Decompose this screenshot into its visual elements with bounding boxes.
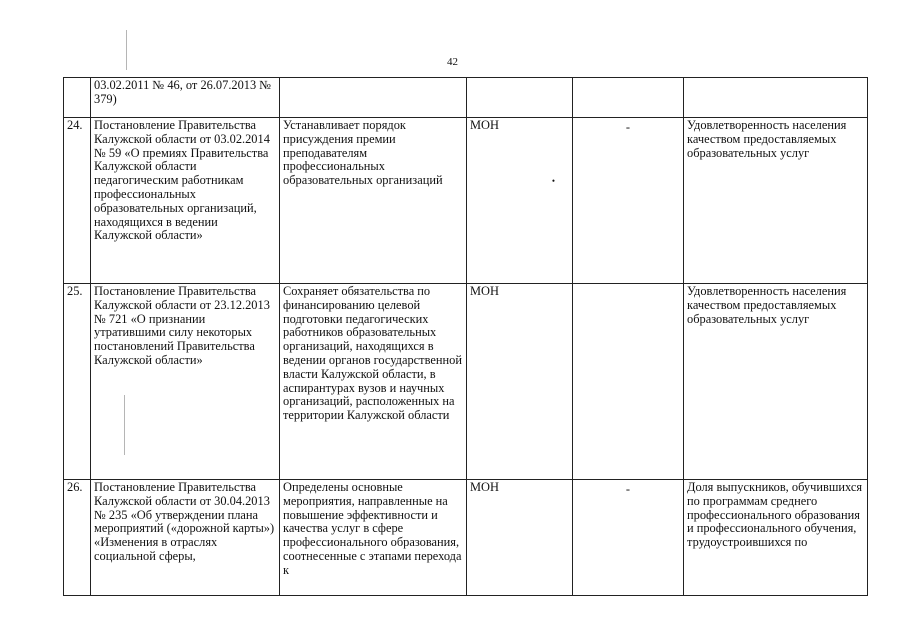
act-cell: Постановление Правительства Калужской области от 03.02.2014 № 59 «О премиях Правительства Калужской области педагогическим работникам профессиональных образовательных организаций, находящихся в ведении Калужской области»	[91, 118, 280, 284]
indicator-cell: Доля выпускников, обучившихся по программам среднего профессионального образования и профессионального обучения, трудоустроившихся по	[684, 480, 868, 596]
indicator-cell: Удовлетворенность населения качеством предоставляемых образовательных услуг	[684, 118, 868, 284]
act-cell: 03.02.2011 № 46, от 26.07.2013 № 379)	[91, 78, 280, 118]
table-row	[64, 78, 868, 118]
indicator-cell: Удовлетворенность населения качеством предоставляемых образовательных услуг	[684, 284, 868, 480]
description-cell	[280, 78, 467, 118]
description-cell: Устанавливает порядок присуждения премии преподавателям профессиональных образовательных организаций	[280, 118, 467, 284]
mark-cell	[573, 118, 684, 284]
table-row	[64, 480, 868, 596]
mark-cell	[573, 284, 684, 480]
organization-cell	[467, 78, 573, 118]
scan-mark-top	[126, 30, 127, 70]
stray-dot: •	[551, 175, 555, 186]
row-number: 25.	[64, 284, 91, 480]
organization-cell	[467, 118, 573, 284]
page-number: 42	[447, 56, 458, 68]
dash-mark: -	[625, 120, 631, 134]
mark-cell	[573, 78, 684, 118]
dash-mark: -	[625, 482, 631, 496]
table-row	[64, 284, 868, 480]
table-row	[64, 118, 868, 284]
regulations-table	[63, 77, 868, 596]
description-cell: Определены основные мероприятия, направленные на повышение эффективности и качества услуг в сфере профессионального образования, соотнесенные с этапами перехода к	[280, 480, 467, 596]
row-number: 24.	[64, 118, 91, 284]
description-cell: Сохраняет обязательства по финансированию целевой подготовки педагогических работников образовательных организаций, находящихся в ведении органов государственной власти Калужской области, в аспирантурах вузов и научных организаций, расположенных на территории Калужской области	[280, 284, 467, 480]
organization-cell: МОН	[467, 284, 573, 480]
organization-cell: МОН	[467, 480, 573, 596]
row-number: 26.	[64, 480, 91, 596]
act-cell: Постановление Правительства Калужской области от 23.12.2013 № 721 «О признании утратившими силу некоторых постановлений Правительства Калужской области»	[91, 284, 280, 480]
organization-text: МОН	[470, 118, 499, 132]
act-cell: Постановление Правительства Калужской области от 30.04.2013 № 235 «Об утверждении плана мероприятий («дорожной карты») «Изменения в отраслях социальной сферы,	[91, 480, 280, 596]
indicator-cell	[684, 78, 868, 118]
mark-cell	[573, 480, 684, 596]
row-number	[64, 78, 91, 118]
